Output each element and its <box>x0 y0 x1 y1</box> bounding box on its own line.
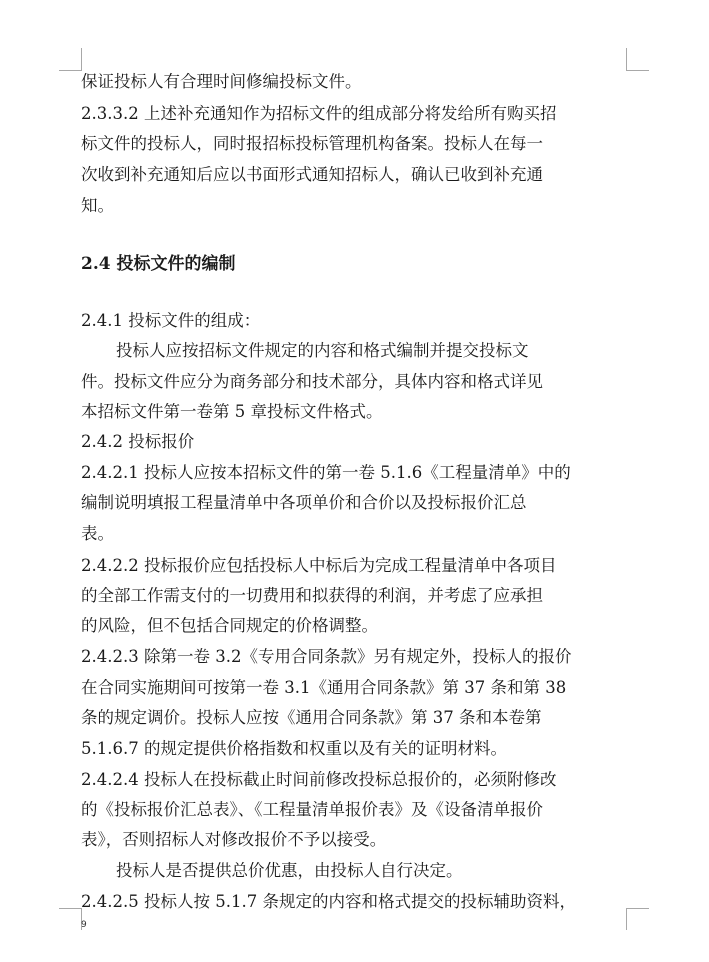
text-line: 2.4.2.5 投标人按 5.1.7 条规定的内容和格式提交的投标辅助资料， <box>81 892 576 911</box>
text-line: 在合同实施期间可按第一卷 3.1《通用合同条款》第 37 条和第 38 <box>81 678 567 697</box>
crop-mark-bottom-right-v <box>626 908 627 930</box>
text-line: 2.4.1 投标文件的组成： <box>81 311 261 330</box>
text-line: 的全部工作需支付的一切费用和拟获得的利润，并考虑了应承担 <box>81 586 543 605</box>
crop-mark-bottom-right-h <box>626 908 649 909</box>
text-line: 知。 <box>81 196 114 215</box>
text-line: 2.4.2 投标报价 <box>81 432 195 451</box>
text-line: 编制说明填报工程量清单中各项单价和合价以及投标报价汇总 <box>81 493 527 512</box>
text-line: 5.1.6.7 的规定提供价格指数和权重以及有关的证明材料。 <box>81 739 507 758</box>
text-line: 2.4.2.3 除第一卷 3.2《专用合同条款》另有规定外，投标人的报价 <box>81 647 572 666</box>
text-line: 次收到补充通知后应以书面形式通知招标人，确认已收到补充通 <box>81 165 543 184</box>
text-line: 的风险，但不包括合同规定的价格调整。 <box>81 616 378 635</box>
text-line: 保证投标人有合理时间修编投标文件。 <box>81 72 362 91</box>
text-line: 投标人应按招标文件规定的内容和格式编制并提交投标文 <box>116 341 529 360</box>
crop-mark-top-left-v <box>81 48 82 70</box>
section-heading: 2.4 投标文件的编制 <box>81 254 236 274</box>
page-number: 9 <box>81 920 87 930</box>
crop-mark-top-right-h <box>626 70 649 71</box>
text-line: 标文件的投标人，同时报招标投标管理机构备案。投标人在每一 <box>81 134 543 153</box>
text-line: 投标人是否提供总价优惠，由投标人自行决定。 <box>116 861 463 880</box>
text-line: 表。 <box>81 524 114 543</box>
text-line: 件。投标文件应分为商务部分和技术部分，具体内容和格式详见 <box>81 372 543 391</box>
text-line: 2.4.2.4 投标人在投标截止时间前修改投标总报价的，必须附修改 <box>81 770 557 789</box>
crop-mark-bottom-left-h <box>59 908 82 909</box>
text-line: 本招标文件第一卷第 5 章投标文件格式。 <box>81 402 383 421</box>
text-line: 条的规定调价。投标人应按《通用合同条款》第 37 条和本卷第 <box>81 708 542 727</box>
crop-mark-top-right-v <box>626 48 627 70</box>
text-line: 2.4.2.1 投标人应按本招标文件的第一卷 5.1.6《工程量清单》中的 <box>81 463 571 482</box>
text-line: 2.3.3.2 上述补充通知作为招标文件的组成部分将发给所有购买招 <box>81 104 557 123</box>
text-line: 表》，否则招标人对修改报价不予以接受。 <box>81 830 387 849</box>
text-line: 的《投标报价汇总表》、《工程量清单报价表》及《设备清单报价 <box>81 800 543 819</box>
text-line: 2.4.2.2 投标报价应包括投标人中标后为完成工程量清单中各项目 <box>81 556 557 575</box>
crop-mark-top-left-h <box>59 70 82 71</box>
